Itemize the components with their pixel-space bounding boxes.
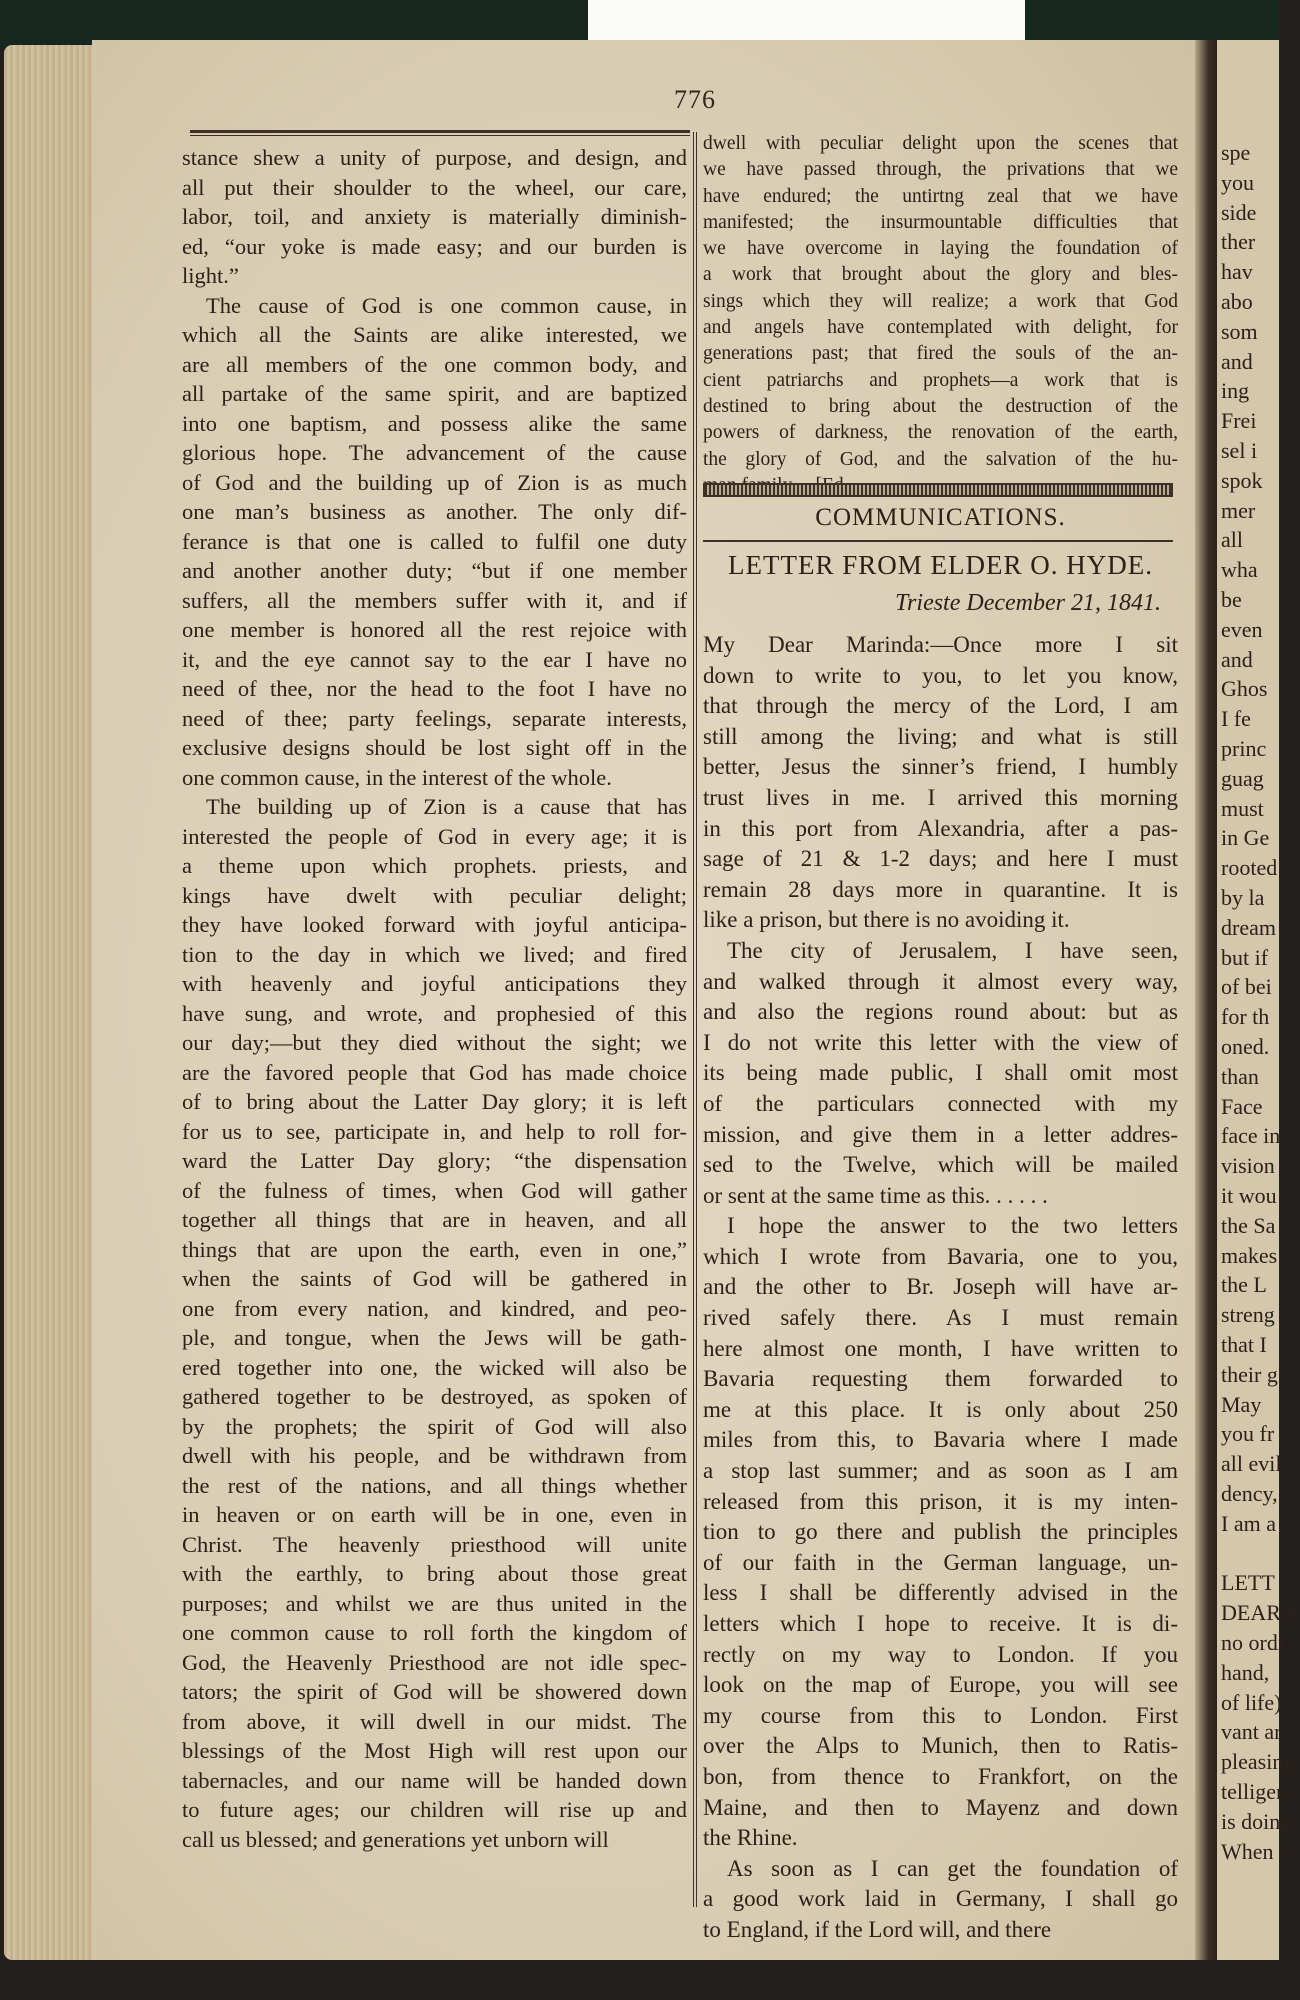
text-line: one man’s business as another. The only dif- — [182, 499, 687, 524]
next-page-line: sel i — [1221, 438, 1258, 463]
ornamental-rule — [703, 483, 1173, 497]
next-page-line: face in — [1221, 1123, 1281, 1149]
text-line: miles from this, to Bavaria where I made — [703, 1427, 1178, 1453]
text-line: or sent at the same time as this. . . . . . — [703, 1182, 1048, 1208]
text-line: less I shall be differently advised in the — [703, 1580, 1178, 1606]
text-line: God, the Heavenly Priesthood are not idle spec- — [182, 1649, 687, 1675]
text-line: ward the Latter Day glory; “the dispensation — [182, 1148, 687, 1173]
next-page-line: rooted — [1221, 855, 1278, 881]
text-line: and also the regions round about: but as — [703, 999, 1178, 1025]
text-line: and angels have contemplated with delight, for — [703, 317, 1178, 339]
right-column-main — [703, 630, 1178, 1946]
text-line: things that are upon the earth, even in one,” — [182, 1236, 687, 1262]
text-line: ple, and tongue, when the Jews will be gath- — [182, 1325, 687, 1350]
text-line: look on the map of Europe, you will see — [703, 1672, 1178, 1698]
next-page-line: side — [1221, 199, 1257, 225]
text-line: of the particulars connected with my — [703, 1090, 1178, 1116]
next-page-line: abo — [1221, 289, 1253, 314]
text-line: which I wrote from Bavaria, one to you, — [703, 1243, 1178, 1269]
next-page-line: dency, — [1221, 1481, 1278, 1506]
text-line: ed, “our yoke is made easy; and our burden is — [182, 233, 687, 259]
next-page-line: I fe — [1221, 706, 1251, 732]
text-line: into one baptism, and possess alike the same — [182, 410, 687, 436]
next-page-line: princ — [1221, 736, 1267, 761]
text-line: exclusive designs should be lost sight off in the — [182, 735, 687, 760]
next-page-line: When I — [1221, 1838, 1287, 1864]
text-line: a work that brought about the glory and bles- — [703, 264, 1178, 286]
text-line: The building up of Zion is a cause that has — [206, 794, 687, 819]
text-line: one member is honored all the rest rejoice with — [182, 617, 687, 642]
section-rule — [703, 540, 1173, 542]
text-line: tion to the day in which we lived; and fired — [182, 941, 687, 967]
text-line: its being made public, I shall omit most — [703, 1060, 1178, 1086]
text-line: a theme upon which prophets. priests, and — [182, 853, 687, 878]
letter-heading: LETTER FROM ELDER O. HYDE. — [728, 550, 1153, 580]
text-line: here almost one month, I have written to — [703, 1335, 1178, 1361]
text-line: one common cause, in the interest of the whole. — [182, 764, 612, 790]
text-line: in this port from Alexandria, after a pas- — [703, 815, 1178, 841]
text-line: dwell with his people, and be withdrawn from — [182, 1443, 687, 1468]
text-line: all partake of the same spirit, and are baptized — [182, 381, 687, 406]
text-line: are all members of the one common body, and — [182, 351, 687, 377]
next-page-line: som — [1221, 318, 1258, 344]
text-line: with the earthly, to bring about those great — [182, 1561, 687, 1586]
text-line: ered together into one, the wicked will also be — [182, 1354, 687, 1380]
next-page-line: LETT — [1221, 1570, 1275, 1596]
text-line: by the prophets; the spirit of God will also — [182, 1413, 687, 1439]
next-page-line: be — [1221, 587, 1242, 612]
text-line: me at this place. It is only about 250 — [703, 1396, 1178, 1422]
next-page-line: makes — [1221, 1242, 1278, 1268]
text-line: we have overcome in laying the foundation of — [703, 238, 1178, 260]
next-page-line: and — [1221, 348, 1253, 374]
text-line: sed to the Twelve, which will be mailed — [703, 1152, 1178, 1178]
next-page-line: telligen — [1221, 1779, 1287, 1804]
text-line: I hope the answer to the two letters — [727, 1213, 1178, 1239]
text-line: tion to go there and publish the principles — [703, 1519, 1178, 1545]
text-line: one common cause to roll forth the kingdom of — [182, 1620, 687, 1645]
text-line: of to bring about the Latter Day glory; it is left — [182, 1089, 687, 1114]
next-page-line: dream — [1221, 914, 1276, 940]
next-page-line: all — [1221, 527, 1243, 553]
next-page-line: their g — [1221, 1361, 1278, 1387]
next-page-line: you fr — [1221, 1421, 1275, 1447]
text-line: tators; the spirit of God will be showered down — [182, 1679, 687, 1704]
text-line: rived safely there. As I must remain — [703, 1305, 1178, 1331]
text-line: all put their shoulder to the wheel, our care, — [182, 174, 687, 200]
text-line: As soon as I can get the foundation of — [727, 1855, 1178, 1881]
text-line: still among the living; and what is still — [703, 723, 1178, 749]
next-page-line: even — [1221, 616, 1263, 642]
text-line: My Dear Marinda:—Once more I sit — [703, 632, 1178, 657]
next-page-line: must — [1221, 795, 1264, 821]
next-page-line: mer — [1221, 497, 1256, 523]
next-page-line: no ordi — [1221, 1630, 1284, 1655]
text-line: sage of 21 & 1-2 days; and here I must — [703, 846, 1178, 872]
next-page-line: spe — [1221, 140, 1251, 165]
text-line: it, and the eye cannot say to the ear I have no — [182, 646, 687, 672]
next-page-line: wha — [1221, 557, 1258, 583]
next-page-line: vision — [1221, 1153, 1275, 1179]
next-page-line: of bei — [1221, 974, 1272, 1000]
next-page-fragment — [1217, 40, 1300, 1960]
text-line: manifested; the insurmountable difficulties that — [703, 211, 1178, 233]
text-line: of God and the building up of Zion is as much — [182, 469, 687, 495]
next-page-line: than — [1221, 1063, 1259, 1089]
text-line: destined to bring about the destruction of the — [703, 395, 1178, 417]
next-page-line: is doing — [1221, 1808, 1292, 1834]
page-edges — [4, 45, 96, 1960]
text-line: for us to see, participate in, and help to roll for- — [182, 1118, 687, 1144]
text-line: our day;—but they died without the sight; we — [182, 1030, 687, 1055]
text-line: Bavaria requesting them forwarded to — [703, 1366, 1178, 1392]
text-line: from above, it will dwell in our midst. The — [182, 1708, 687, 1734]
text-line: the glory of God, and the salvation of the hu- — [703, 448, 1178, 470]
next-page-line: streng — [1221, 1302, 1275, 1328]
text-line: Maine, and then to Mayenz and down — [703, 1794, 1178, 1820]
next-page-line: in Ge — [1221, 825, 1270, 851]
next-page-line: the Sa — [1221, 1212, 1276, 1238]
text-line: The city of Jerusalem, I have seen, — [727, 937, 1178, 963]
text-line: bon, from thence to Frankfort, on the — [703, 1763, 1178, 1789]
text-line: blessings of the Most High will rest upon our — [182, 1738, 687, 1763]
next-page-line: pleasing — [1221, 1749, 1295, 1775]
next-page-line: of life) — [1221, 1689, 1282, 1715]
book-spine — [1195, 40, 1217, 1960]
next-page-line: Ghos — [1221, 676, 1268, 702]
left-column — [182, 143, 687, 1854]
text-line: with heavenly and joyful anticipations they — [182, 971, 687, 996]
text-line: are the favored people that God has made choice — [182, 1059, 687, 1085]
text-line: have sung, and wrote, and prophesied of this — [182, 1000, 687, 1026]
text-line: suffers, all the members suffer with it, and if — [182, 587, 687, 613]
text-line: to England, if the Lord will, and there — [703, 1916, 1052, 1942]
text-line: Christ. The heavenly priesthood will unite — [182, 1531, 687, 1557]
text-line: ferance is that one is called to fulfil one duty — [182, 528, 687, 554]
text-line: and walked through it almost every way, — [703, 968, 1178, 994]
next-page-line: Face — [1221, 1093, 1263, 1119]
right-column-top — [703, 131, 1178, 499]
text-line: dwell with peculiar delight upon the scenes that — [703, 133, 1178, 154]
text-line: mission, and give them in a letter addres- — [703, 1121, 1178, 1147]
next-page-line: you — [1221, 169, 1254, 195]
text-line: light.” — [182, 263, 239, 288]
text-line: tabernacles, and our name will be handed down — [182, 1767, 687, 1793]
next-page-line: that I — [1221, 1332, 1267, 1357]
next-page-line: Frei — [1221, 408, 1257, 434]
text-line: I do not write this letter with the view of — [703, 1029, 1178, 1055]
text-line: interested the people of God in every age; it is — [182, 823, 687, 849]
next-page-line: vant ar — [1221, 1719, 1282, 1745]
text-line: one from every nation, and kindred, and peo- — [182, 1295, 687, 1321]
text-line: purposes; and whilst we are thus united in the — [182, 1590, 687, 1616]
text-line: a good work laid in Germany, I shall go — [703, 1886, 1178, 1912]
text-line: letters which I hope to receive. It is di- — [703, 1611, 1178, 1636]
next-page-line: I am a — [1221, 1510, 1276, 1536]
text-line: the Rhine. — [703, 1825, 798, 1851]
text-line: a stop last summer; and as soon as I am — [703, 1458, 1178, 1484]
text-line: cient patriarchs and prophets—a work that is — [703, 369, 1178, 391]
text-line: they have looked forward with joyful anticipa- — [182, 912, 687, 937]
text-line: remain 28 days more in quarantine. It is — [703, 876, 1178, 902]
text-line: in heaven or on earth will be in one, even in — [182, 1502, 687, 1527]
text-line: released from this prison, it is my inten- — [703, 1488, 1178, 1514]
next-page-line: hand, — [1221, 1659, 1270, 1685]
next-page-line: by la — [1221, 885, 1265, 910]
text-line: call us blessed; and generations yet unborn will — [182, 1826, 609, 1852]
text-line: and another another duty; “but if one member — [182, 558, 687, 583]
next-page-line: ther — [1221, 229, 1256, 255]
text-line: need of thee, nor the head to the foot I have no — [182, 676, 687, 701]
text-line: need of thee; party feelings, separate interests, — [182, 705, 687, 731]
next-page-line: and — [1221, 646, 1253, 672]
text-line: and the other to Br. Joseph will have ar- — [703, 1274, 1178, 1300]
dateline: Trieste December 21, 1841. — [895, 590, 1161, 616]
text-line: The cause of God is one common cause, in — [206, 292, 687, 318]
text-line: better, Jesus the sinner’s friend, I humbly — [703, 754, 1178, 780]
text-line: when the saints of God will be gathered in — [182, 1266, 687, 1291]
text-line: we have passed through, the privations that we — [703, 159, 1178, 181]
text-line: generations past; that fired the souls of the an- — [703, 343, 1178, 365]
next-page-line: spok — [1221, 467, 1263, 493]
text-line: sings which they will realize; a work that God — [703, 290, 1178, 312]
next-page-line: hav — [1221, 259, 1253, 285]
next-page-line: the L — [1221, 1272, 1267, 1298]
column-divider — [693, 132, 697, 1907]
next-page-line: ing — [1221, 378, 1250, 404]
text-line: stance shew a unity of purpose, and design, and — [182, 145, 687, 170]
text-line: gathered together to be destroyed, as spoken of — [182, 1384, 687, 1409]
text-line: like a prison, but there is no avoiding it. — [703, 907, 1070, 933]
text-line: my course from this to London. First — [703, 1702, 1178, 1728]
next-page-line: May — [1221, 1391, 1262, 1417]
header-rule — [190, 130, 690, 136]
text-line: the rest of the nations, and all things whether — [182, 1472, 687, 1498]
text-line: have endured; the untirtng zeal that we have — [703, 185, 1178, 207]
next-page-line: but if — [1221, 944, 1269, 970]
text-line: down to write to you, to let you know, — [703, 662, 1178, 688]
text-line: to future ages; our children will rise up and — [182, 1797, 687, 1822]
next-page-line: for th — [1221, 1004, 1270, 1030]
text-line: that through the mercy of the Lord, I am — [703, 693, 1178, 719]
page-number: 776 — [674, 85, 716, 114]
text-line: kings have dwelt with peculiar delight; — [182, 882, 687, 908]
next-page-line: guag — [1221, 765, 1264, 791]
text-line: together all things that are in heaven, and all — [182, 1207, 687, 1232]
text-line: over the Alps to Munich, then to Ratis- — [703, 1733, 1178, 1759]
text-line: of our faith in the German language, un- — [703, 1549, 1178, 1575]
text-line: powers of darkness, the renovation of the earth, — [703, 422, 1178, 444]
next-page-line: DEAR E — [1221, 1600, 1300, 1626]
text-line: trust lives in me. I arrived this morning — [703, 784, 1178, 810]
next-page-line: it wou — [1221, 1183, 1277, 1208]
next-page-line: oned. — [1221, 1034, 1270, 1059]
text-line: of the fulness of times, when God will gather — [182, 1177, 687, 1203]
text-line: labor, toil, and anxiety is materially diminish- — [182, 204, 687, 229]
section-title: COMMUNICATIONS. — [815, 504, 1066, 531]
next-page-line: all evil — [1221, 1451, 1282, 1477]
text-line: rectly on my way to London. If you — [703, 1641, 1178, 1667]
text-line: glorious hope. The advancement of the cause — [182, 440, 687, 465]
text-line: which all the Saints are alike interested, we — [182, 322, 687, 347]
